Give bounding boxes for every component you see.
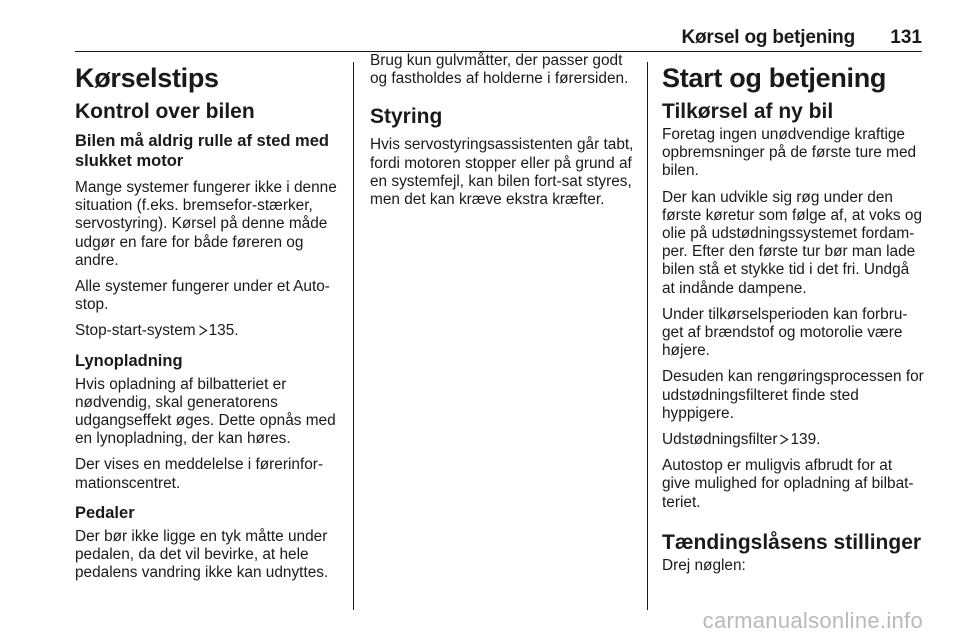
cross-reference[interactable] [75, 322, 342, 340]
xref-label: Stop-start-system [75, 322, 196, 340]
column-2 [370, 52, 635, 217]
page-reference-arrow-icon [779, 434, 789, 445]
paragraph: Desuden kan rengøringsprocessen for udstødningsfilteret finde sted hyppigere. [662, 368, 924, 422]
paragraph: Der bør ikke ligge en tyk måtte under pedalen, da det vil bevirke, at hele pedalens vandring ikke kan udnyttes. [75, 527, 329, 582]
paragraph: Der kan udvikle sig røg under den første køretur som følge af, at voks og olie på udstødningssystemet fordam-per. Efter den første tur bør man lade bilen stå et stykke tid i det fri. Undgå at indånde dampene. [662, 188, 923, 297]
column-1 [75, 52, 342, 590]
paragraph: Mange systemer fungerer ikke i denne situation (f.eks. bremsefor-stærker, servostyring). Kørsel på denne måde udgør en fare for både føreren og andre. [75, 179, 337, 269]
paragraph: Hvis servostyringsassistenten går tabt, fordi motoren stopper eller på grund af en systemfejl, kan bilen fort-sat styres, men det kan kræve ekstra kræfter. [370, 136, 634, 209]
xref-page: 135. [208, 322, 239, 340]
header-section-title: Kørsel og betjening [681, 27, 855, 48]
chapter-title: Start og betjening [662, 63, 887, 93]
watermark: carmanualsonline.info [702, 608, 923, 633]
section-heading-tilkoersel: Tilkørsel af ny bil [662, 100, 834, 123]
section-heading-styring: Styring [370, 105, 443, 129]
chapter-title: Kørselstips [75, 63, 219, 93]
paragraph: Autostop er muligvis afbrudt for at give mulighed for opladning af bilbat-teriet. [662, 457, 914, 511]
section-heading-kontrol: Kontrol over bilen [75, 100, 255, 123]
paragraph: Brug kun gulvmåtter, der passer godt og fastholdes af holderne i førersiden. [370, 52, 629, 88]
column-rule-1 [353, 62, 354, 610]
section-heading-taendingslaas: Tændingslåsens stillinger [662, 530, 922, 554]
column-3 [662, 52, 924, 583]
column-rule-2 [647, 62, 648, 610]
warning-heading: Bilen må aldrig rulle af sted med slukket motor [75, 132, 329, 170]
subheading-lynopladning: Lynopladning [75, 351, 183, 370]
cross-reference[interactable] [662, 431, 924, 449]
paragraph: Der vises en meddelelse i førerinfor-mationscentret. [75, 456, 324, 492]
xref-page: 139. [790, 431, 821, 449]
paragraph: Hvis opladning af bilbatteriet er nødvendig, skal generatorens udgangseffekt øges. Dette opnås med en lynopladning, der kan høres. [75, 375, 336, 448]
paragraph: Alle systemer fungerer under et Auto-stop. [75, 278, 330, 314]
xref-label: Udstødningsfilter [662, 431, 778, 449]
page-number: 131 [890, 27, 922, 48]
paragraph: Under tilkørselsperioden kan forbru-get af brændstof og motorolie være højere. [662, 305, 908, 360]
paragraph: Drej nøglen: [662, 556, 746, 574]
subheading-pedaler: Pedaler [75, 503, 135, 522]
paragraph: Foretag ingen unødvendige kraftige opbremsninger på de første ture med bilen. [662, 126, 917, 180]
page-reference-arrow-icon [198, 325, 208, 336]
